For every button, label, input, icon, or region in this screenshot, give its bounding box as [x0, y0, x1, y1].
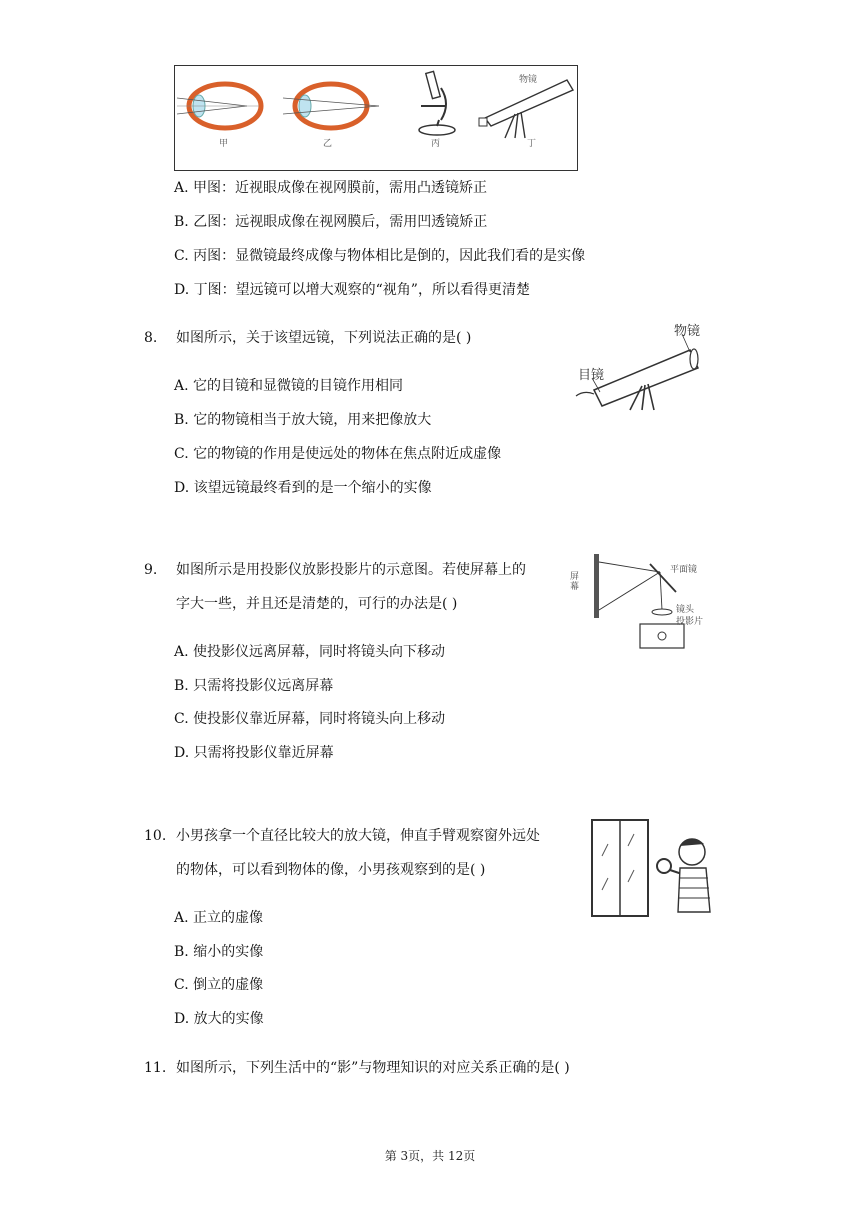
q7-option-c[interactable] [174, 246, 585, 266]
q9-number: 9. [144, 562, 158, 578]
option-text: 倒立的虚像 [193, 977, 264, 993]
q8-eyepiece-label: 目镜 [578, 368, 605, 383]
option-text: 甲图：近视眼成像在视网膜前，需用凸透镜矫正 [193, 180, 488, 196]
q9-stem-line2: 字大一些，并且还是清楚的，可行的办法是( ) [176, 596, 458, 612]
q7-option-d[interactable] [174, 280, 530, 300]
q11-number: 11. [144, 1060, 167, 1076]
q10-option-b[interactable] [174, 942, 263, 962]
option-letter: A. [174, 180, 189, 196]
option-text: 只需将投影仪远离屏幕 [193, 678, 334, 694]
q7-figure-panel [174, 65, 578, 171]
option-letter: D. [174, 282, 190, 298]
q10-option-c[interactable] [174, 975, 263, 995]
option-letter: A. [174, 378, 189, 394]
option-text: 只需将投影仪靠近屏幕 [193, 745, 334, 761]
q8-option-c[interactable] [174, 444, 501, 464]
q10-stem-line2: 的物体，可以看到物体的像，小男孩观察到的是( ) [176, 862, 486, 878]
q9-mirror-label: 平面镜 [670, 565, 698, 575]
q11-stem: 如图所示，下列生活中的“影”与物理知识的对应关系正确的是( ) [176, 1060, 570, 1076]
q9-option-b[interactable] [174, 676, 333, 696]
option-text: 丁图：望远镜可以增大观察的“视角”，所以看得更清楚 [193, 282, 530, 298]
q8-option-b[interactable] [174, 410, 431, 430]
q9-stem-line1: 如图所示是用投影仪放影投影片的示意图。若使屏幕上的 [176, 562, 526, 578]
caption-ding: 丁 [527, 139, 537, 149]
q7-option-b[interactable] [174, 212, 487, 232]
option-text: 使投影仪靠近屏幕，同时将镜头向上移动 [193, 711, 446, 727]
caption-jia: 甲 [219, 139, 229, 149]
option-letter: C. [174, 248, 189, 264]
caption-bing: 丙 [431, 139, 441, 149]
option-letter: B. [174, 944, 189, 960]
q10-stem-line1: 小男孩拿一个直径比较大的放大镜，伸直手臂观察窗外远处 [176, 828, 540, 844]
option-text: 放大的实像 [193, 1011, 264, 1027]
option-letter: C. [174, 711, 189, 727]
q8-number: 8. [144, 330, 158, 346]
option-text: 使投影仪远离屏幕，同时将镜头向下移动 [193, 644, 446, 660]
q8-stem: 如图所示，关于该望远镜，下列说法正确的是( ) [176, 330, 472, 346]
q10-number: 10. [144, 828, 167, 844]
q9-option-c[interactable] [174, 709, 445, 729]
option-letter: B. [174, 412, 189, 428]
myopia-eye-diagram [177, 76, 265, 136]
telescope-objective-label: 物镜 [519, 75, 538, 85]
option-letter: A. [174, 910, 189, 926]
hyperopia-eye-diagram [283, 76, 383, 136]
page-footer: 第 3页，共 12页 [384, 1149, 476, 1163]
option-text: 它的目镜和显微镜的目镜作用相同 [193, 378, 404, 394]
q9-slide-label: 投影片 [676, 617, 704, 627]
q9-option-d[interactable] [174, 743, 334, 763]
q10-option-a[interactable] [174, 908, 263, 928]
option-text: 乙图：远视眼成像在视网膜后，需用凹透镜矫正 [193, 214, 488, 230]
option-letter: C. [174, 446, 189, 462]
option-letter: A. [174, 644, 189, 660]
option-text: 丙图：显微镜最终成像与物体相比是倒的，因此我们看的是实像 [193, 248, 586, 264]
option-letter: D. [174, 480, 190, 496]
q8-objective-label: 物镜 [674, 324, 701, 339]
q10-boy-window-figure [588, 816, 720, 920]
q10-option-d[interactable] [174, 1009, 264, 1029]
q9-option-a[interactable] [174, 642, 445, 662]
option-text: 它的物镜的作用是使远处的物体在焦点附近成虚像 [193, 446, 502, 462]
option-text: 它的物镜相当于放大镜，用来把像放大 [193, 412, 432, 428]
option-text: 缩小的实像 [193, 944, 264, 960]
option-letter: D. [174, 745, 190, 761]
option-letter: D. [174, 1011, 190, 1027]
option-text: 正立的虚像 [193, 910, 264, 926]
option-text: 该望远镜最终看到的是一个缩小的实像 [193, 480, 432, 496]
q9-screen-label: 屏幕 [570, 572, 580, 592]
caption-yi: 乙 [323, 139, 333, 149]
q7-option-a[interactable] [174, 178, 487, 198]
q8-option-a[interactable] [174, 376, 403, 396]
option-letter: B. [174, 214, 189, 230]
q9-lens-label: 镜头 [676, 605, 695, 615]
option-letter: B. [174, 678, 189, 694]
option-letter: C. [174, 977, 189, 993]
q8-option-d[interactable] [174, 478, 432, 498]
microscope-icon [411, 70, 461, 138]
